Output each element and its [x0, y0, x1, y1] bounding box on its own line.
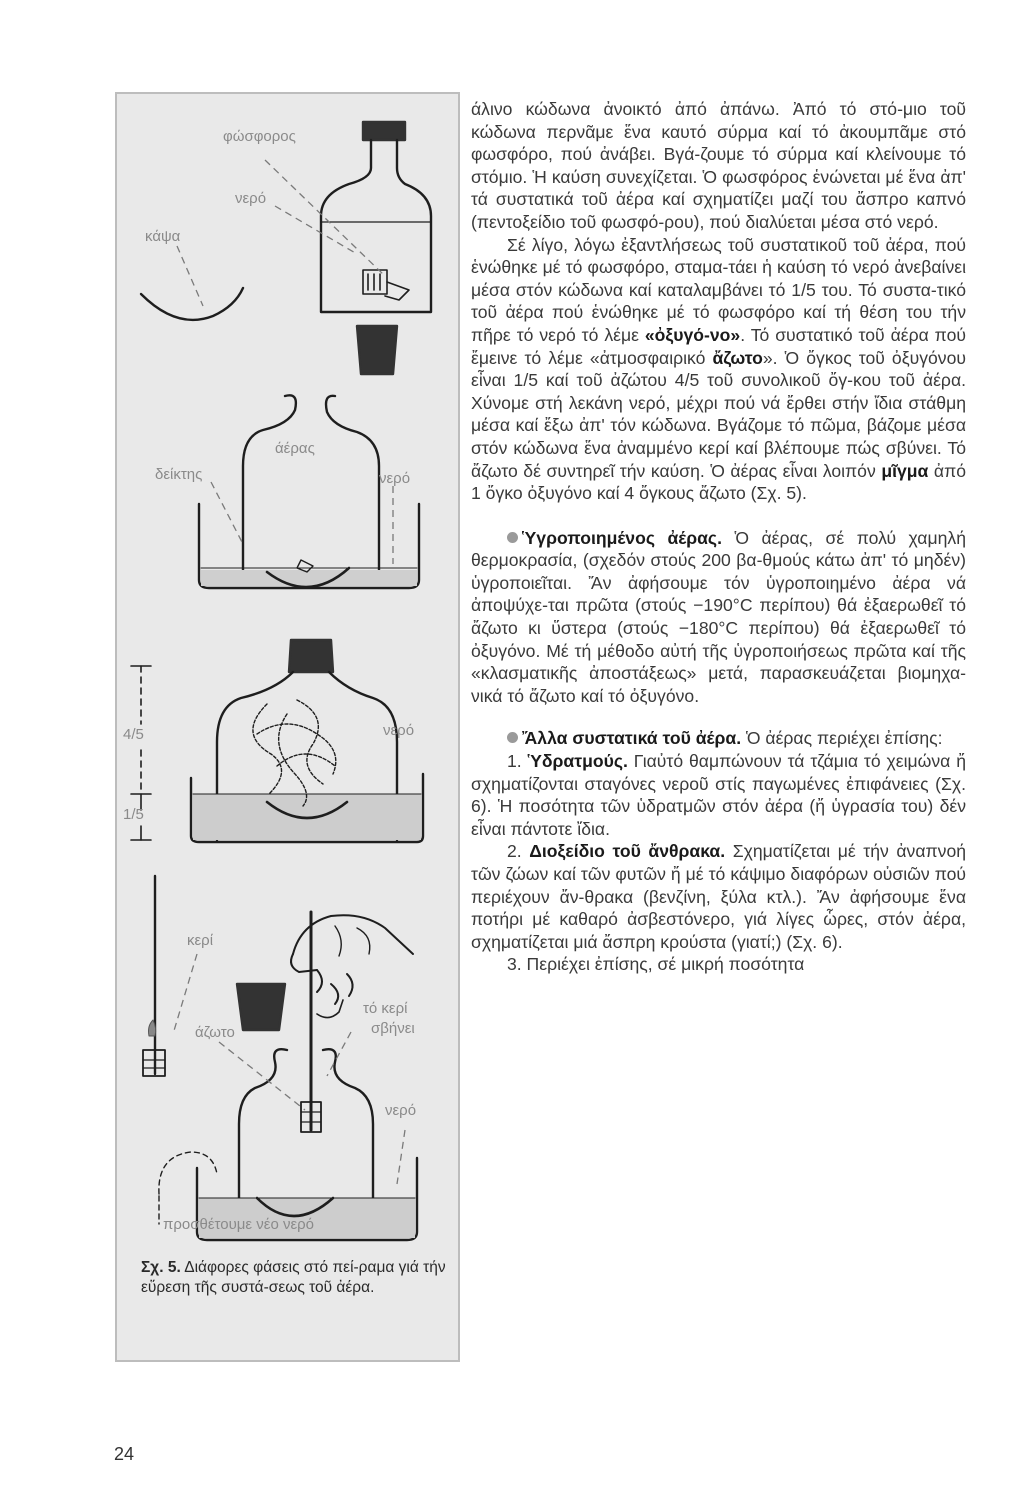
heading-liquid-air: Ὑγροποιημένος ἀέρας.	[522, 527, 722, 548]
body-text-column	[471, 98, 966, 976]
label-water-4: νερό	[385, 1102, 417, 1119]
section-liquid-air	[471, 527, 966, 708]
label-phosphorus: φώσφορος	[223, 128, 296, 145]
bell-jar-with-smoke-icon	[191, 640, 423, 842]
p2-part-a: Σέ λίγο, λόγω ἐξαντλήσεως τοῦ συστατικοῦ τοῦ ἀέρα, πού ἑνώθηκε μέ τό φωσφόρο, σταμα-τάει ἡ καύση τό νερό ἀνεβαίνει μέσα στόν κώδωνα καί καταλαμβάνει τό 1/5 του. Τό συστα-τικό τοῦ ἀέρα πού ἑνώθηκε μέ τό φωσφόρο καί τή θέση του τήν πῆρε τό νερό τό λέμε	[471, 234, 966, 345]
paragraph-3: Ὁ ἀέρας, σέ πολύ χαμηλή θερμοκρασία, (σχεδόν στούς 200 βα-θμούς κάτω ἀπ' τό μηδέν) ὑγροποιεῖται. Ἄν ἀφήσουμε τόν ὑγροποιημένο ἀέρα νά ἀποψύχε-ται πρῶτα (στούς −190°C περίπου) θά ἐξαερωθεῖ τό ἄζωτο κι ὕστερα (στούς −180°C περίπου) θά ἐξαερωθεῖ τό ὀξυγόνο. Μέ τή μέθοδο αὐτή τῆς ὑγροποιήσεως πρῶτα καί τῆς «κλασματικῆς ἀποστάξεως» μετά, παρασκευάζεται βιομηχα-νικά τό ἄζωτο καί τό ὀξυγόνο.	[471, 527, 966, 706]
bowl-icon	[141, 288, 243, 320]
bullet-icon	[507, 532, 518, 543]
term-mixture: μῖγμα	[881, 460, 929, 481]
item-1-heading: Ὑδρατμούς.	[527, 751, 628, 772]
label-candle-out-1: τό κερί	[363, 1000, 408, 1017]
candle-on-stick-icon	[143, 876, 165, 1076]
page-number: 24	[114, 1444, 135, 1464]
phosphorus-dish-icon	[363, 270, 409, 300]
stopper-icon-2	[237, 984, 285, 1030]
item-1-text: Γιαὐτό θαμπώνουν τά τζάμια τό χειμώνα ἤ σχηματίζονται σταγόνες νεροῦ στίς παγωμένες ἐπιφάνειες (Σχ. 6). Ἡ ποσότητα τῶν ὑδρατμῶν στόν ἀέρα (ἤ ὑγρασία του) δέν εἶναι πάντοτε ἴδια.	[471, 751, 967, 839]
label-candle: κερί	[187, 932, 214, 949]
label-bowl: κάψα	[145, 228, 181, 245]
caption-prefix: Σχ. 5.	[141, 1259, 181, 1276]
term-oxygen: «ὀξυγό-νο»	[644, 324, 741, 345]
item-2-number: 2.	[507, 841, 530, 862]
bullet-icon	[507, 732, 518, 743]
label-water-1: νερό	[235, 190, 267, 207]
p2-part-c: ». Ὁ ὄγκος τοῦ ὀξυγόνου εἶναι 1/5 καί τοῦ ἀζώτου 4/5 τοῦ συνολικοῦ ὄγ-κου τοῦ ἀέρα. Χύνομε στή λεκάνη νερό, μέχρι πού νά ἔρθει στήν ἴδια στάθμη μέσα καί ἔξω ἀπ' τόν κώδωνα. Βγάζομε τό πῶμα, βάζομε μέσα στόν κώδωνα ἕνα ἀναμμένο κερί καί βλέπουμε πώς σβύνει. Τό ἄζωτο δέ συντηρεῖ τήν καύση. Ὁ ἀέρας εἶναι λοιπόν	[471, 347, 966, 481]
label-one-fifth: 1/5	[123, 806, 144, 823]
bell-jar-with-candle-icon	[197, 912, 417, 1240]
p2-part-d: ἀπό 1 ὄγκο ὀξυγόνο καί 4 ὄγκους ἄζωτο (Σχ. 5).	[471, 460, 967, 504]
stopper-icon	[357, 326, 397, 374]
paragraph-2	[471, 234, 966, 505]
item-2-heading: Διοξείδιο τοῦ ἄνθρακα.	[529, 841, 726, 862]
label-water-2: νερό	[379, 470, 411, 487]
p2-part-b: . Τό συστατικό τοῦ ἀέρα πού ἔμεινε τό λέμε «ἀτμοσφαιρικό	[471, 324, 966, 368]
figure-panel	[115, 92, 460, 1362]
label-candle-out-2: σβήνει	[371, 1020, 415, 1037]
item-2-text: Σχηματίζεται μέ τήν ἀναπνοή τῶν ζώων καί τῶν φυτῶν ἤ μέ τό κάψιμο διαφόρων οὐσιῶν πού περιέχουν ἄν-θρακα (βενζίνη, ξύλα κτλ.). Ἄν ἀφήσουμε ἕνα ποτήρι μέ καθαρό ἀσβεστόνερο, γιά λίγες ὧρες, στόν ἀέρα, σχηματίζεται μιά ἄσπρη κρούστα (γιατί;) (Σχ. 6).	[471, 841, 967, 952]
bottle-with-stopper-icon	[321, 122, 431, 312]
paragraph-4: Ὁ ἀέρας περιέχει ἐπίσης:	[741, 728, 943, 749]
label-add-water: προσθέτουμε νέο νερό	[163, 1216, 315, 1233]
label-indicator: δείκτης	[155, 466, 203, 483]
figure-caption	[141, 1258, 456, 1298]
pour-water-line	[159, 1152, 217, 1194]
section-other-components	[471, 727, 966, 750]
list-item-2	[471, 840, 966, 953]
label-water-3: νερό	[383, 722, 415, 739]
item-1-number: 1.	[507, 751, 528, 772]
label-nitrogen: άζωτο	[195, 1024, 235, 1041]
label-air: άέρας	[275, 440, 315, 457]
caption-text: Διάφορες φάσεις στό πεί-ραμα γιά τήν εὕρεση τῆς συστά-σεως τοῦ ἀέρα.	[141, 1259, 446, 1296]
paragraph-1: άλινο κώδωνα ἀνοικτό ἀπό ἀπάνω. Ἀπό τό στό-μιο τοῦ κώδωνα περνᾶμε ἕνα καυτό σύρμα καί τό ἀκουμπᾶμε στό φωσφόρο, πού ἀνάβει. Βγά-ζουμε τό σύρμα καί κλείνουμε τό στόμιο. Ἡ καύση συνεχίζεται. Ὁ φωσφόρος ἑνώνεται μέ ἕνα ἀπ' τά συστατικά τοῦ ἀέρα καί σχηματίζει μαζί του ἄσπρο καπνό (πεντοξείδιο τοῦ φωσφό-ρου), πού διαλύεται μέσα στό νερό.	[471, 99, 966, 232]
list-item-3: 3. Περιέχει ἐπίσης, σέ μικρή ποσότητα	[507, 954, 805, 975]
heading-other-components: Ἄλλα συστατικά τοῦ ἀέρα.	[522, 728, 742, 749]
list-item-1	[471, 750, 966, 840]
label-four-fifths: 4/5	[123, 726, 144, 743]
term-nitrogen: ἄζωτο	[712, 347, 763, 368]
bell-jar-with-indicator-icon	[199, 395, 419, 588]
